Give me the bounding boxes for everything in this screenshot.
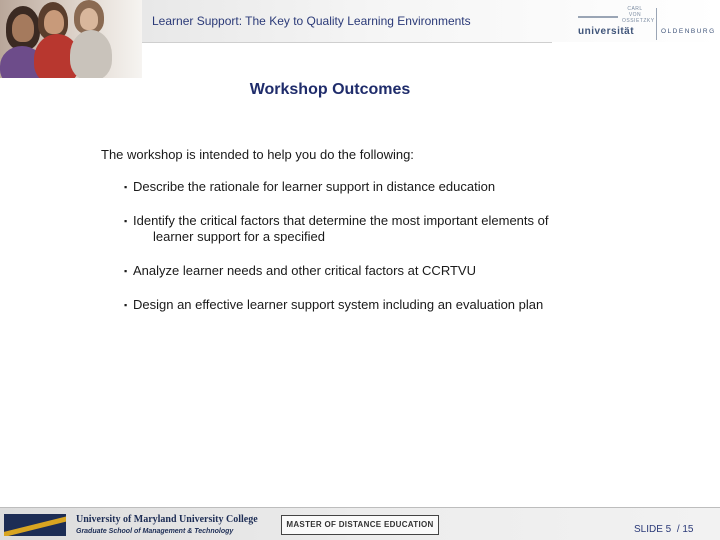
bullet-icon: ▪ [124,182,128,192]
slide-total: / 15 [676,524,694,535]
program-badge: MASTER OF DISTANCE EDUCATION [281,515,439,535]
logo-separator [656,8,657,40]
umuc-subtitle: Graduate School of Management & Technology [76,528,234,535]
slide-footer [0,508,720,540]
list-item [124,213,624,245]
slide-header [0,0,720,80]
list-item [124,263,624,279]
bullet-icon: ▪ [124,300,128,310]
bullet-icon: ▪ [124,216,128,226]
logo-bar [578,16,618,18]
umuc-logo-icon [4,514,66,536]
slide-label: SLIDE 5 [634,524,672,535]
list-item [124,297,624,313]
outcome-list [124,179,624,331]
list-item-text: Analyze learner needs and other critical factors at CCRTVU [133,263,476,278]
logo-tagline: CARL VON OSSIETZKY [622,6,655,24]
list-item-text: Design an effective learner support system including an evaluation plan [133,297,544,312]
list-item [124,179,624,195]
list-item-text: Identify the critical factors that determine the most important elements of [133,213,549,228]
university-oldenburg-logo [576,6,716,42]
presentation-title: Learner Support: The Key to Quality Learning Environments [152,14,471,28]
header-photo [0,0,142,78]
umuc-name: University of Maryland University College [76,514,258,525]
intro-text: The workshop is intended to help you do the following: [101,147,414,162]
list-item-text: Describe the rationale for learner support in distance education [133,179,496,194]
bullet-icon: ▪ [124,266,128,276]
logo-university: universität [578,26,635,37]
slide-number [634,524,694,535]
header-divider [142,42,552,43]
list-item-text-continued: learner support for a specified [153,229,325,244]
umuc-logo-stripe [4,514,66,536]
logo-city: OLDENBURG [661,28,716,35]
slide-title: Workshop Outcomes [249,81,411,98]
